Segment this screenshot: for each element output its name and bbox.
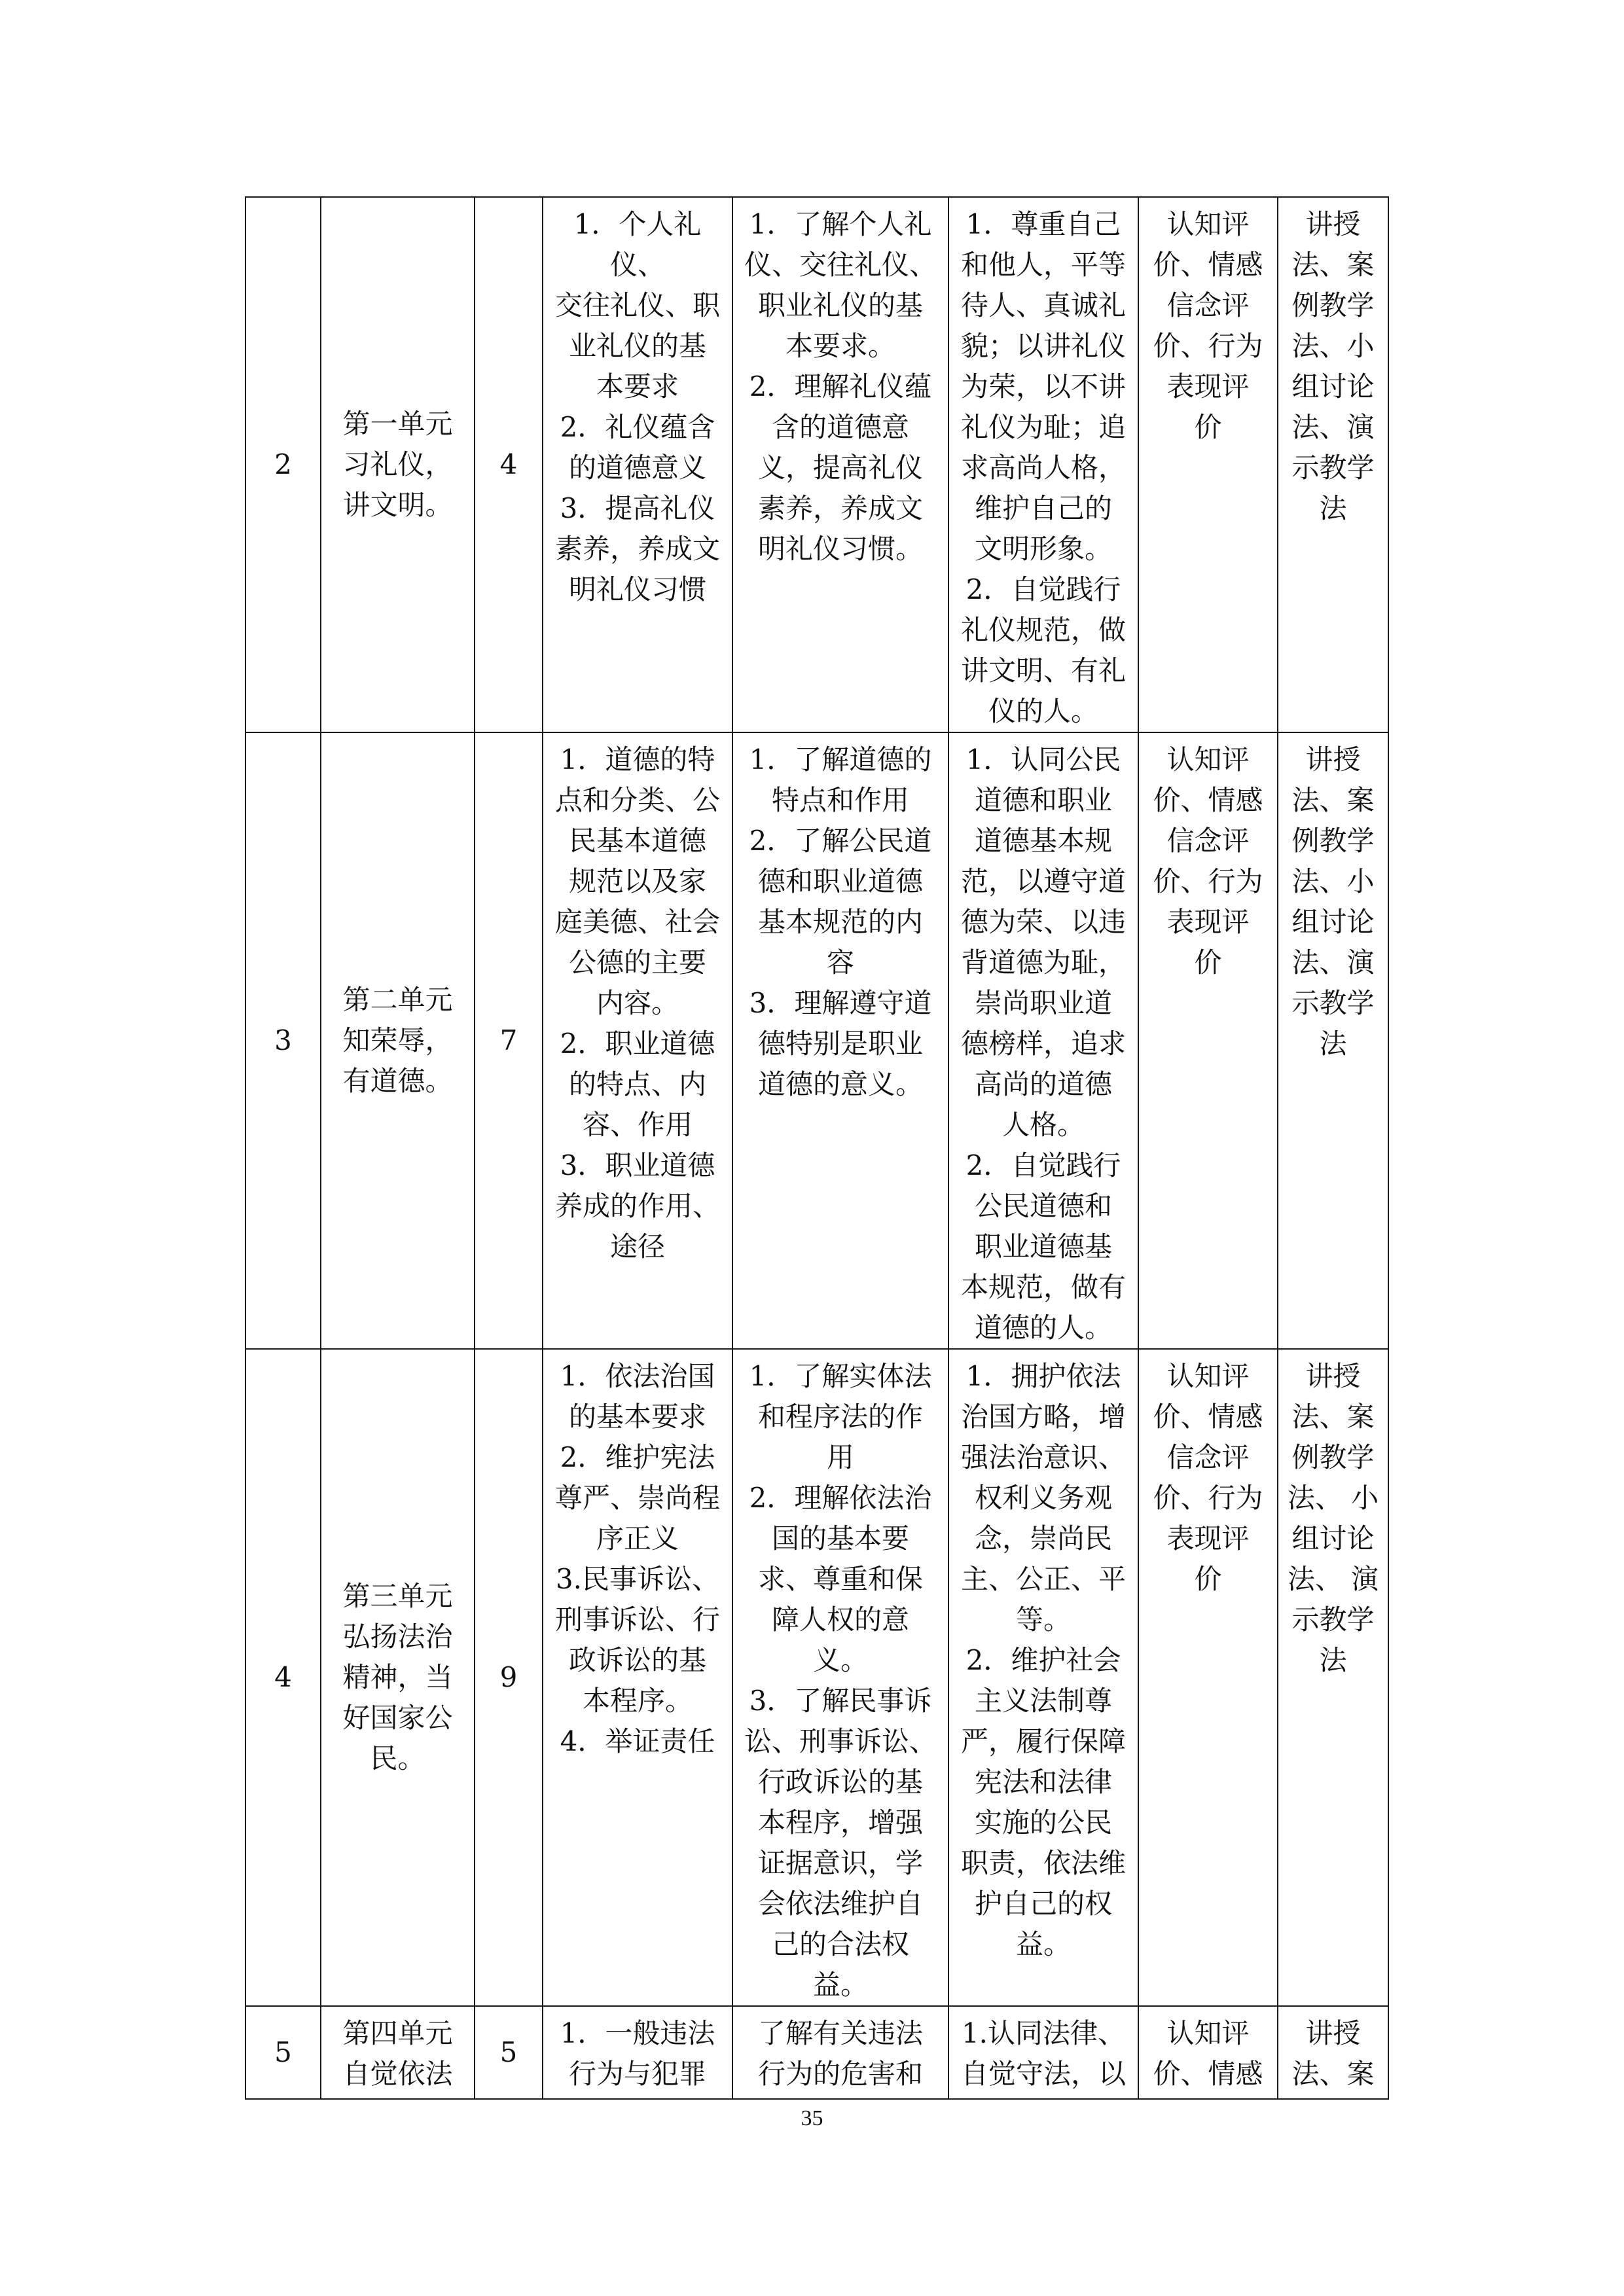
emotion-goal-cell — [948, 197, 1138, 732]
cell-text-line: 仪、交往礼仪、 — [744, 249, 937, 281]
cell-text-line: 法、小 — [1291, 330, 1375, 362]
cell-text-line: 求高尚人格， — [960, 452, 1126, 484]
course-table — [245, 196, 1389, 2100]
cell-text-line: 认知评 — [1166, 1360, 1250, 1392]
evaluation-cell — [1138, 197, 1278, 732]
cell-text-line: 自觉守法，以 — [960, 2058, 1126, 2090]
cell-text-line: 法、案 — [1291, 249, 1375, 281]
cell-text-line: 国的基本要 — [771, 1522, 909, 1554]
cell-text-line: 1.认同法律、 — [961, 2017, 1126, 2049]
unit-title-cell — [321, 197, 475, 732]
hours-cell — [475, 732, 543, 1349]
cell-text-line: 行政诉讼的基 — [757, 1766, 923, 1798]
cell-text: 3 — [274, 1024, 292, 1056]
unit-title-cell — [321, 1349, 475, 2006]
cell-text-line: 基本规范的内 — [757, 906, 923, 938]
cell-text-line: 1．尊重自己 — [965, 208, 1121, 240]
cell-text-line: 讲授 — [1305, 2017, 1361, 2049]
cell-text-line: 1．个人礼仪、 — [573, 208, 702, 281]
cell-text-line: 法、演 — [1291, 946, 1375, 978]
cell-text-line: 第一单元 — [342, 408, 453, 440]
cell-text-line: 内容。 — [596, 987, 679, 1019]
cell-text: 5 — [274, 2036, 292, 2068]
cell-text-line: 职业道德基 — [974, 1230, 1112, 1263]
cell-text-line: 行为的危害和 — [757, 2058, 923, 2090]
cell-text-line: 示教学 — [1291, 452, 1375, 484]
cell-text-line: 益。 — [812, 1969, 868, 2001]
cell-text-line: 治国方略，增 — [960, 1401, 1126, 1433]
cell-text-line: 讲授 — [1305, 1360, 1361, 1392]
cell-text: 7 — [499, 1024, 518, 1056]
cell-text-line: 仪的人。 — [988, 695, 1098, 727]
cell-text-line: 价、情感 — [1153, 2058, 1263, 2090]
cell-text-line: 政诉讼的基 — [568, 1644, 706, 1676]
cell-text-line: 序正义 — [596, 1522, 679, 1554]
cell-text-line: 2．理解依法治 — [749, 1482, 932, 1514]
cell-text-line: 价、情感 — [1153, 1401, 1263, 1433]
cell-text-line: 道德和职业 — [974, 784, 1112, 816]
cell-text-line: 组讨论 — [1291, 1522, 1375, 1554]
cell-text-line: 权利义务观 — [974, 1482, 1112, 1514]
cell-text-line: 价 — [1194, 1563, 1222, 1595]
cell-text-line: 本程序，增强 — [757, 1806, 923, 1839]
cell-text-line: 例教学 — [1291, 825, 1375, 857]
cognition-goal-cell — [732, 1349, 948, 2006]
cell-text-line: 认知评 — [1166, 208, 1250, 240]
cell-text-line: 德为荣、以违 — [960, 906, 1126, 938]
cell-text-line: 维护自己的 — [974, 492, 1112, 524]
cell-text-line: 公德的主要 — [568, 946, 706, 978]
cell-text-line: 素养，养成文 — [757, 492, 923, 524]
cell-text-line: 好国家公 — [342, 1702, 453, 1734]
cell-text-line: 义。 — [812, 1644, 868, 1676]
cell-text-line: 明礼仪习惯。 — [757, 533, 923, 565]
cell-text: 5 — [499, 2036, 518, 2068]
method-cell — [1278, 197, 1388, 732]
cell-text-line: 法、小 — [1291, 865, 1375, 897]
cognition-goal-cell — [732, 197, 948, 732]
cell-text-line: 文明形象。 — [974, 533, 1112, 565]
cell-text-line: 2．礼仪蕴含 — [560, 411, 715, 443]
cell-text-line: 3.民事诉讼、 — [555, 1563, 720, 1595]
cell-text-line: 2．维护宪法 — [560, 1441, 715, 1473]
cell-text-line: 第三单元 — [342, 1580, 453, 1612]
cell-text-line: 和程序法的作 — [757, 1401, 923, 1433]
cell-text-line: 组讨论 — [1291, 906, 1375, 938]
unit-title-cell — [321, 2006, 475, 2099]
cell-text-line: 示教学 — [1291, 987, 1375, 1019]
cell-text-line: 表现评 — [1166, 906, 1250, 938]
teaching-content-cell — [543, 1349, 732, 2006]
cell-text-line: 道德基本规 — [974, 825, 1112, 857]
cell-text-line: 的道德意义 — [568, 452, 706, 484]
emotion-goal-cell — [948, 2006, 1138, 2099]
cell-text-line: 素养，养成文 — [554, 533, 720, 565]
cognition-goal-cell — [732, 732, 948, 1349]
cell-text-line: 的基本要求 — [568, 1401, 706, 1433]
cell-text-line: 本程序。 — [582, 1685, 693, 1717]
cell-text-line: 精神，当 — [342, 1661, 453, 1693]
cell-text-line: 含的道德意 — [771, 411, 909, 443]
cell-text-line: 特点和作用 — [771, 784, 909, 816]
cell-text-line: 讲授 — [1305, 744, 1361, 776]
cell-text-line: 刑事诉讼、行 — [554, 1604, 720, 1636]
emotion-goal-cell — [948, 732, 1138, 1349]
cell-text-line: 知荣辱， — [342, 1024, 453, 1056]
cell-text-line: 例教学 — [1291, 289, 1375, 321]
cell-text-line: 1．拥护依法 — [965, 1360, 1121, 1392]
cell-text-line: 公民道德和 — [974, 1190, 1112, 1222]
table-row — [245, 2006, 1388, 2099]
cell-text-line: 为荣，以不讲 — [960, 370, 1126, 403]
cell-text-line: 交往礼仪、职 — [554, 289, 720, 321]
cell-text-line: 容 — [826, 946, 854, 978]
cell-text-line: 2．自觉践行 — [965, 1149, 1121, 1181]
cell-text-line: 礼仪为耻；追 — [960, 411, 1126, 443]
cell-text-line: 求、尊重和保 — [757, 1563, 923, 1595]
cell-text-line: 讲文明。 — [342, 489, 453, 521]
cell-text-line: 道德的人。 — [974, 1312, 1112, 1344]
cell-text-line: 价、行为 — [1153, 330, 1263, 362]
cell-text-line: 价 — [1194, 411, 1222, 443]
cell-text-line: 信念评 — [1166, 1441, 1250, 1473]
cell-text-line: 点和分类、公 — [554, 784, 720, 816]
cell-text-line: 价、情感 — [1153, 784, 1263, 816]
hours-cell — [475, 2006, 543, 2099]
cell-text-line: 和他人，平等 — [960, 249, 1126, 281]
page-number: 35 — [801, 2106, 823, 2130]
cell-text-line: 3．提高礼仪 — [560, 492, 715, 524]
cell-text: 9 — [499, 1661, 518, 1693]
cell-text-line: 途径 — [609, 1230, 665, 1263]
cell-text-line: 法 — [1319, 1644, 1347, 1676]
cell-text-line: 认知评 — [1166, 744, 1250, 776]
cell-text-line: 养成的作用、 — [554, 1190, 720, 1222]
cell-text-line: 2．职业道德 — [560, 1028, 715, 1060]
cell-text-line: 会依法维护自 — [757, 1888, 923, 1920]
cell-text-line: 讼、刑事诉讼、 — [744, 1725, 937, 1757]
cell-text: 4 — [274, 1661, 292, 1693]
cell-text-line: 有道德。 — [342, 1065, 453, 1097]
method-cell — [1278, 2006, 1388, 2099]
table-row — [245, 197, 1388, 732]
cell-text-line: 法 — [1319, 492, 1347, 524]
hours-cell — [475, 197, 543, 732]
cell-text-line: 法、 演 — [1287, 1563, 1379, 1595]
row-number-cell — [245, 2006, 321, 2099]
cell-text-line: 2．维护社会 — [965, 1644, 1121, 1676]
cell-text-line: 用 — [826, 1441, 854, 1473]
cell-text-line: 职责，依法维 — [960, 1847, 1126, 1879]
teaching-content-cell — [543, 197, 732, 732]
cell-text-line: 尊严、崇尚程 — [554, 1482, 720, 1514]
cell-text-line: 主、公正、平 — [960, 1563, 1126, 1595]
cell-text-line: 本要求 — [596, 370, 679, 403]
cell-text-line: 价、行为 — [1153, 1482, 1263, 1514]
cell-text-line: 己的合法权 — [771, 1928, 909, 1960]
cell-text-line: 严，履行保障 — [960, 1725, 1126, 1757]
cell-text-line: 益。 — [1015, 1928, 1071, 1960]
cell-text-line: 道德的意义。 — [757, 1068, 923, 1100]
cell-text-line: 弘扬法治 — [342, 1621, 453, 1653]
cell-text-line: 崇尚职业道 — [974, 987, 1112, 1019]
cell-text-line: 价、行为 — [1153, 865, 1263, 897]
cell-text-line: 高尚的道德 — [974, 1068, 1112, 1100]
cell-text-line: 义，提高礼仪 — [757, 452, 923, 484]
cell-text-line: 第二单元 — [342, 984, 453, 1016]
cell-text-line: 障人权的意 — [771, 1604, 909, 1636]
emotion-goal-cell — [948, 1349, 1138, 2006]
cell-text-line: 1．一般违法 — [560, 2017, 715, 2049]
cell-text-line: 1．了解道德的 — [749, 744, 932, 776]
cell-text-line: 行为与犯罪 — [568, 2058, 706, 2090]
cell-text-line: 1．依法治国 — [560, 1360, 715, 1392]
cell-text-line: 貌；以讲礼仪 — [960, 330, 1126, 362]
row-number-cell — [245, 1349, 321, 2006]
cell-text-line: 2．理解礼仪蕴 — [749, 370, 932, 403]
teaching-content-cell — [543, 2006, 732, 2099]
cell-text-line: 人格。 — [1001, 1109, 1085, 1141]
cell-text-line: 民。 — [370, 1742, 425, 1774]
cell-text-line: 3．职业道德 — [560, 1149, 715, 1181]
cell-text-line: 礼仪规范，做 — [960, 614, 1126, 646]
cell-text-line: 价 — [1194, 946, 1222, 978]
cell-text-line: 1．认同公民 — [965, 744, 1121, 776]
cell-text-line: 习礼仪， — [342, 448, 453, 480]
cell-text-line: 信念评 — [1166, 825, 1250, 857]
cell-text-line: 组讨论 — [1291, 370, 1375, 403]
cell-text-line: 德特别是职业 — [757, 1028, 923, 1060]
cell-text-line: 庭美德、社会 — [554, 906, 720, 938]
cell-text-line: 例教学 — [1291, 1441, 1375, 1473]
cell-text-line: 主义法制尊 — [974, 1685, 1112, 1717]
method-cell — [1278, 732, 1388, 1349]
cell-text-line: 证据意识，学 — [757, 1847, 923, 1879]
cell-text-line: 2．自觉践行 — [965, 573, 1121, 605]
cell-text-line: 业礼仪的基 — [568, 330, 706, 362]
table-row — [245, 732, 1388, 1349]
cell-text-line: 法、演 — [1291, 411, 1375, 443]
cell-text-line: 等。 — [1015, 1604, 1071, 1636]
cell-text-line: 强法治意识、 — [960, 1441, 1126, 1473]
cell-text-line: 法、 小 — [1287, 1482, 1379, 1514]
teaching-content-cell — [543, 732, 732, 1349]
cell-text-line: 本规范，做有 — [960, 1271, 1126, 1303]
cell-text-line: 讲文明、有礼 — [960, 655, 1126, 687]
cell-text-line: 1．道德的特 — [560, 744, 715, 776]
cell-text-line: 规范以及家 — [568, 865, 706, 897]
cell-text-line: 法 — [1319, 1028, 1347, 1060]
evaluation-cell — [1138, 2006, 1278, 2099]
cell-text-line: 价、情感 — [1153, 249, 1263, 281]
hours-cell — [475, 1349, 543, 2006]
cell-text-line: 法、案 — [1291, 2058, 1375, 2090]
cell-text-line: 念，崇尚民 — [974, 1522, 1112, 1554]
method-cell — [1278, 1349, 1388, 2006]
cell-text-line: 护自己的权 — [974, 1888, 1112, 1920]
evaluation-cell — [1138, 1349, 1278, 2006]
cell-text-line: 了解有关违法 — [757, 2017, 923, 2049]
unit-title-cell — [321, 732, 475, 1349]
row-number-cell — [245, 732, 321, 1349]
cell-text-line: 宪法和法律 — [974, 1766, 1112, 1798]
cell-text-line: 明礼仪习惯 — [568, 573, 706, 605]
cell-text-line: 讲授 — [1305, 208, 1361, 240]
cell-text: 4 — [499, 448, 518, 480]
evaluation-cell — [1138, 732, 1278, 1349]
cell-text-line: 法、案 — [1291, 784, 1375, 816]
cell-text-line: 1．了解个人礼 — [749, 208, 932, 240]
cell-text-line: 自觉依法 — [342, 2058, 453, 2090]
cell-text: 2 — [274, 448, 292, 480]
cell-text-line: 待人、真诚礼 — [960, 289, 1126, 321]
cell-text-line: 示教学 — [1291, 1604, 1375, 1636]
cell-text-line: 法、案 — [1291, 1401, 1375, 1433]
cell-text-line: 表现评 — [1166, 370, 1250, 403]
table-row — [245, 1349, 1388, 2006]
cell-text-line: 范，以遵守道 — [960, 865, 1126, 897]
cell-text-line: 民基本道德 — [568, 825, 706, 857]
cell-text-line: 德榜样，追求 — [960, 1028, 1126, 1060]
cell-text-line: 本要求。 — [785, 330, 895, 362]
cell-text-line: 第四单元 — [342, 2017, 453, 2049]
cell-text-line: 3．理解遵守道 — [749, 987, 932, 1019]
cell-text-line: 实施的公民 — [974, 1806, 1112, 1839]
cell-text-line: 1．了解实体法 — [749, 1360, 932, 1392]
cell-text-line: 职业礼仪的基 — [757, 289, 923, 321]
cell-text-line: 表现评 — [1166, 1522, 1250, 1554]
cell-text-line: 认知评 — [1166, 2017, 1250, 2049]
cell-text-line: 德和职业道德 — [757, 865, 923, 897]
cell-text-line: 容、作用 — [582, 1109, 693, 1141]
cell-text-line: 信念评 — [1166, 289, 1250, 321]
cell-text-line: 背道德为耻， — [960, 946, 1126, 978]
row-number-cell — [245, 197, 321, 732]
cell-text-line: 2．了解公民道 — [749, 825, 932, 857]
table-body — [245, 197, 1388, 2099]
cognition-goal-cell — [732, 2006, 948, 2099]
cell-text-line: 3．了解民事诉 — [749, 1685, 932, 1717]
cell-text-line: 的特点、内 — [568, 1068, 706, 1100]
cell-text-line: 4．举证责任 — [560, 1725, 715, 1757]
